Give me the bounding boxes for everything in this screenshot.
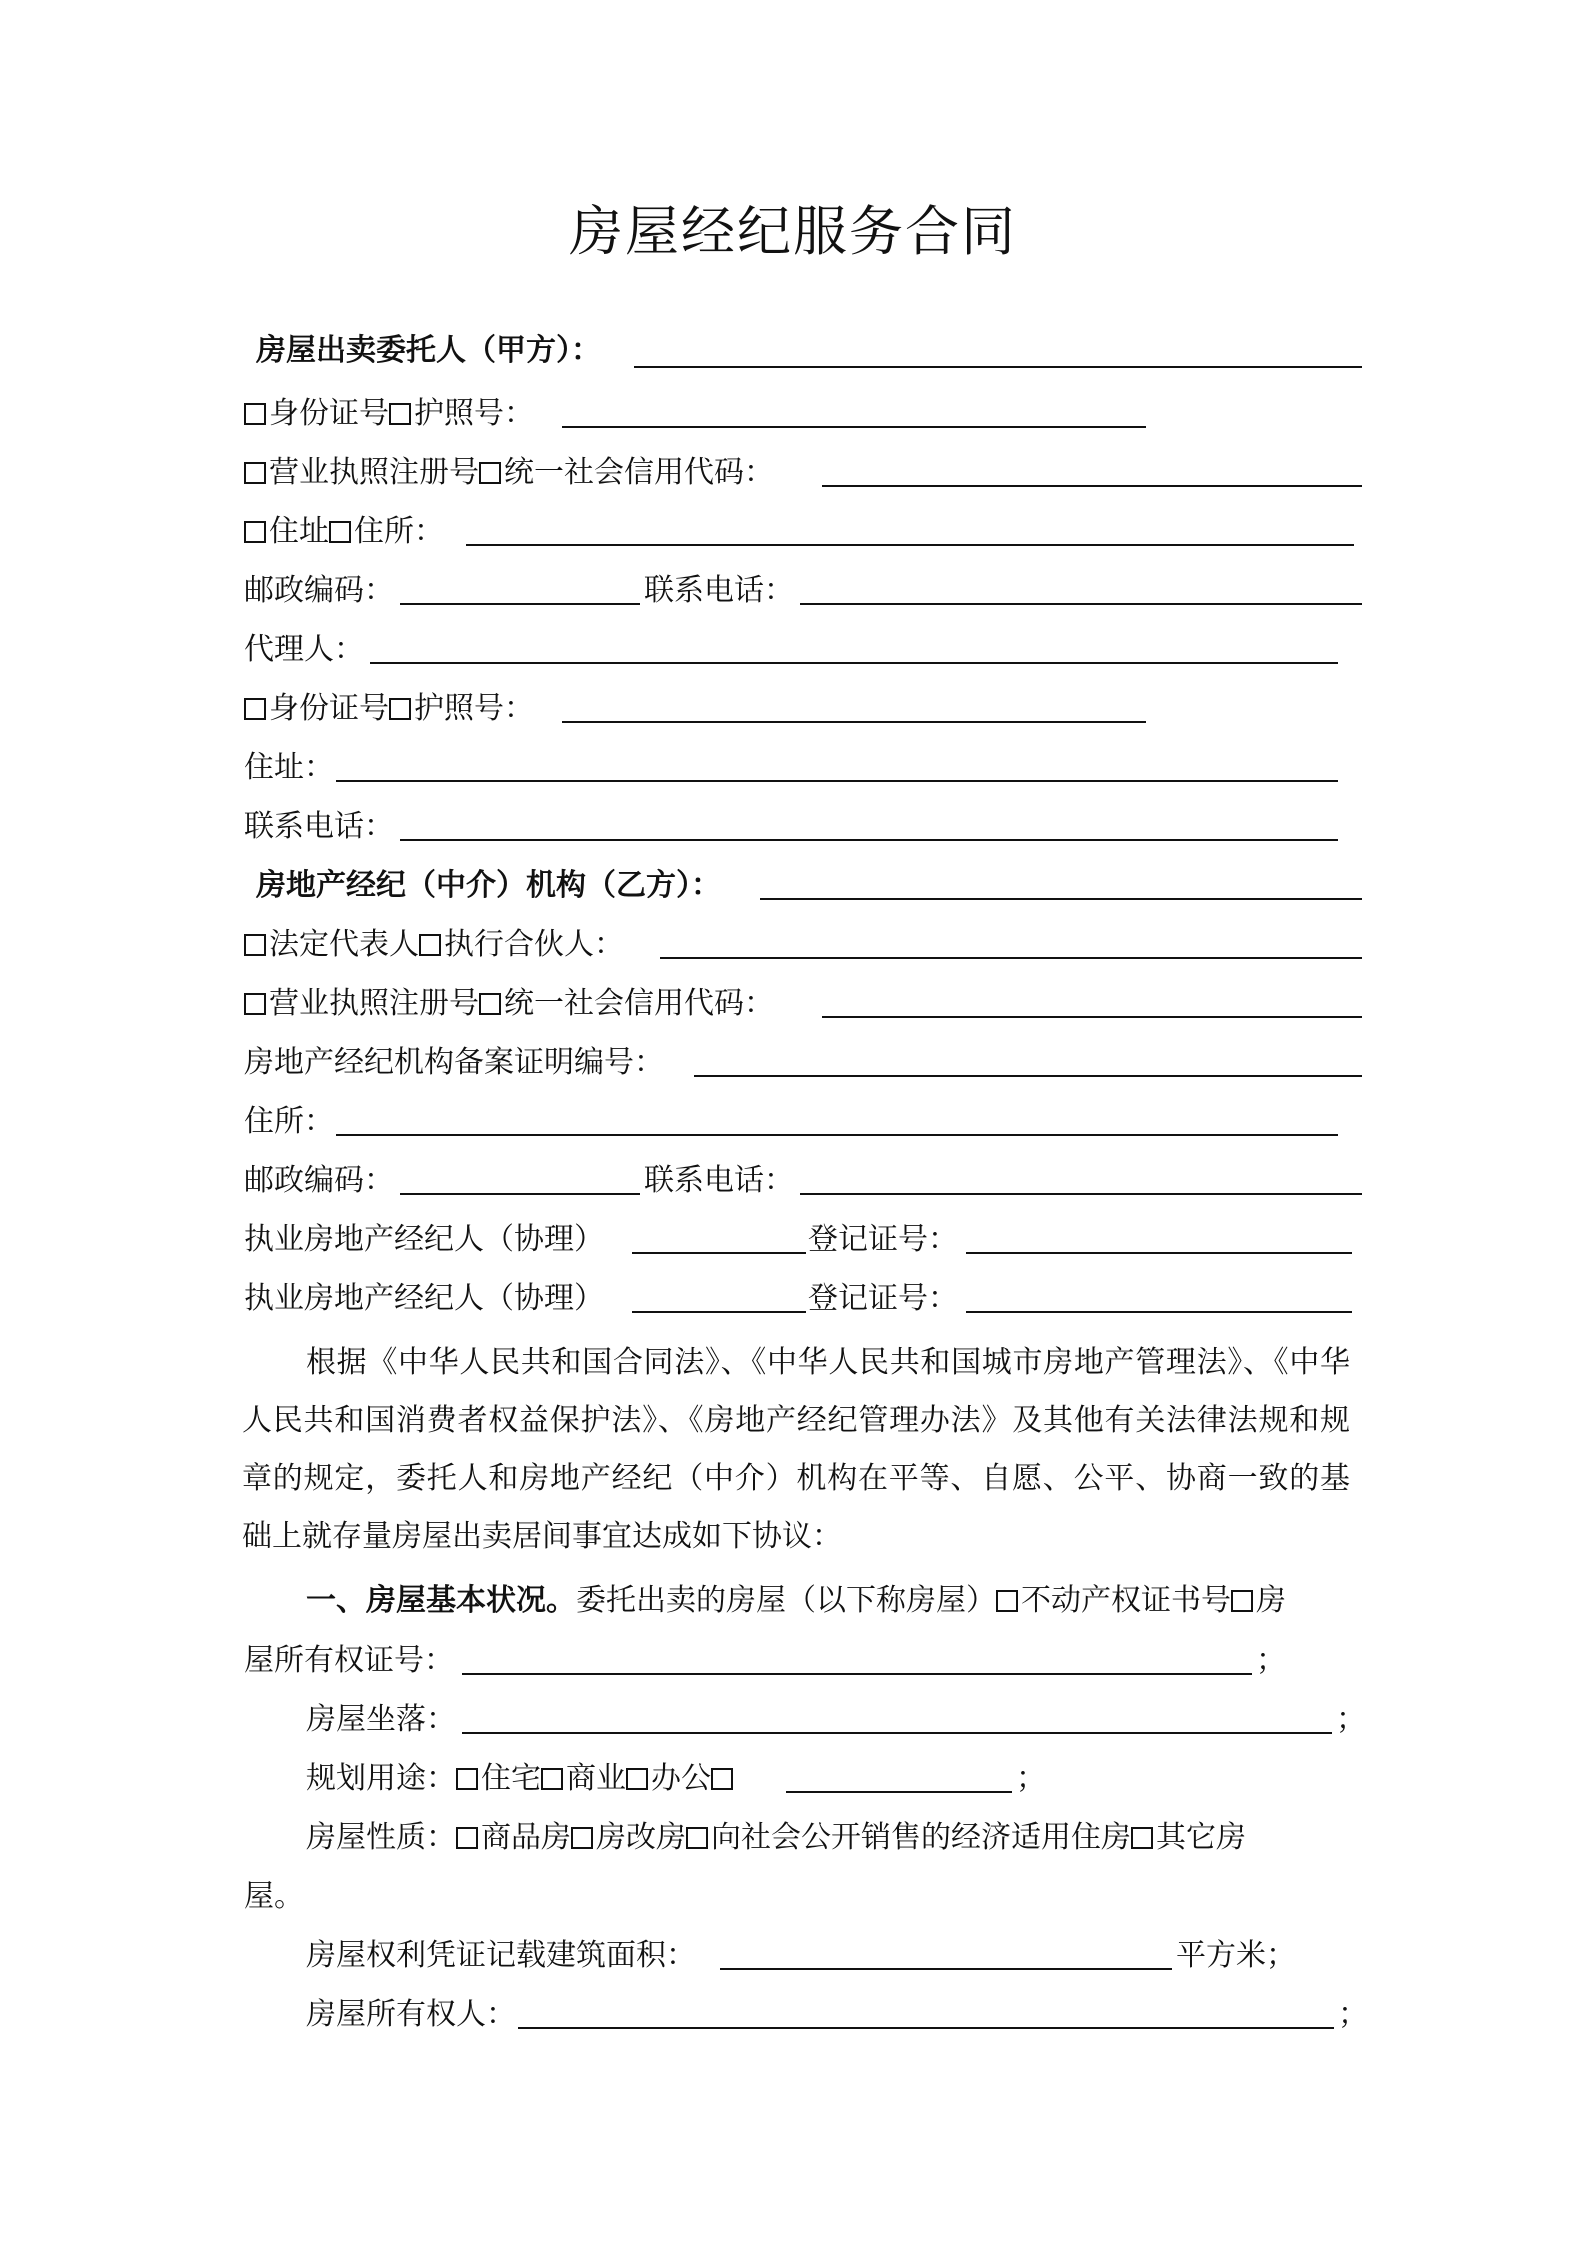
agent-name-field[interactable] bbox=[370, 662, 1338, 664]
b-credit-code-checkbox[interactable] bbox=[479, 993, 501, 1015]
party-b-phone-label: 联系电话： bbox=[644, 1163, 794, 1198]
agent-address-label: 住址： bbox=[244, 750, 334, 785]
usage-option-commercial: 商业 bbox=[566, 1761, 626, 1796]
b-biz-license-checkbox[interactable] bbox=[244, 993, 266, 1015]
area-label: 房屋权利凭证记载建筑面积： bbox=[306, 1938, 696, 1973]
broker2-label: 执业房地产经纪人（协理） bbox=[244, 1281, 604, 1316]
section1-row bbox=[306, 1580, 1286, 1622]
party-b-name-field[interactable] bbox=[760, 898, 1362, 900]
preamble-paragraph: 根据《中华人民共和国合同法》、《中华人民共和国城市房地产管理法》、《中华人民共和国消费者权益保护法》、《房地产经纪管理办法》及其他有关法律法规和规章的规定，委托人和房地产经纪（中介）机构在平等、自愿、公平、协商一致的基础上就存量房屋出卖居间事宜达成如下协议： bbox=[242, 1345, 1350, 1554]
nature-option-commercial: 商品房 bbox=[481, 1820, 571, 1855]
address-checkbox[interactable] bbox=[244, 521, 266, 543]
nature-option-other: 其它房 bbox=[1156, 1820, 1246, 1855]
broker2-reg-label: 登记证号： bbox=[808, 1281, 958, 1316]
usage-residential-checkbox[interactable] bbox=[456, 1768, 478, 1790]
area-unit: 平方米； bbox=[1176, 1938, 1296, 1973]
section1-intro: 委托出卖的房屋（以下称房屋） bbox=[576, 1583, 996, 1618]
party-b-phone-field[interactable] bbox=[800, 1193, 1362, 1195]
passport-label: 护照号： bbox=[414, 396, 534, 431]
party-b-postcode-field[interactable] bbox=[400, 1193, 640, 1195]
usage-row bbox=[306, 1758, 736, 1800]
section1-heading: 一、房屋基本状况。 bbox=[306, 1583, 576, 1618]
area-field[interactable] bbox=[720, 1968, 1172, 1970]
party-b-license-field[interactable] bbox=[822, 1016, 1362, 1018]
nature-option-reform: 房改房 bbox=[596, 1820, 686, 1855]
broker1-name-field[interactable] bbox=[632, 1252, 806, 1254]
credit-code-checkbox[interactable] bbox=[479, 462, 501, 484]
party-a-id-row bbox=[244, 393, 534, 435]
old-cert-checkbox[interactable] bbox=[1231, 1590, 1253, 1612]
semicolon-1: ； bbox=[1256, 1643, 1286, 1678]
agent-id-checkbox[interactable] bbox=[244, 698, 266, 720]
partner-checkbox[interactable] bbox=[419, 934, 441, 956]
broker1-reg-label: 登记证号： bbox=[808, 1222, 958, 1257]
nature-label: 房屋性质： bbox=[306, 1820, 456, 1855]
party-a-postcode-field[interactable] bbox=[400, 603, 640, 605]
party-b-postcode-label: 邮政编码： bbox=[244, 1163, 394, 1198]
biz-license-checkbox[interactable] bbox=[244, 462, 266, 484]
party-a-license-row bbox=[244, 452, 774, 494]
usage-label: 规划用途： bbox=[306, 1761, 456, 1796]
party-a-heading: 房屋出卖委托人（甲方）： bbox=[256, 333, 601, 368]
id-label: 身份证号 bbox=[269, 396, 389, 431]
agent-id-label: 身份证号 bbox=[269, 691, 389, 726]
party-b-residence-label: 住所： bbox=[244, 1104, 334, 1139]
b-biz-license-label: 营业执照注册号 bbox=[269, 986, 479, 1021]
document-title: 房屋经纪服务合同 bbox=[569, 200, 1017, 263]
usage-other-checkbox[interactable] bbox=[711, 1768, 733, 1790]
nature-row bbox=[306, 1817, 1246, 1859]
party-a-name-field[interactable] bbox=[634, 366, 1362, 368]
party-a-id-field[interactable] bbox=[562, 426, 1146, 428]
passport-checkbox[interactable] bbox=[389, 403, 411, 425]
broker2-reg-field[interactable] bbox=[966, 1311, 1352, 1313]
agent-passport-label: 护照号： bbox=[414, 691, 534, 726]
residence-label: 住所： bbox=[354, 514, 444, 549]
party-b-residence-field[interactable] bbox=[336, 1134, 1338, 1136]
nature-reform-checkbox[interactable] bbox=[571, 1827, 593, 1849]
agent-label: 代理人： bbox=[244, 632, 364, 667]
agent-passport-checkbox[interactable] bbox=[389, 698, 411, 720]
broker2-name-field[interactable] bbox=[632, 1311, 806, 1313]
record-no-label: 房地产经纪机构备案证明编号： bbox=[244, 1045, 664, 1080]
location-label: 房屋坐落： bbox=[306, 1702, 456, 1737]
record-no-field[interactable] bbox=[694, 1075, 1362, 1077]
usage-office-checkbox[interactable] bbox=[626, 1768, 648, 1790]
party-a-address-row bbox=[244, 511, 444, 553]
cert-checkbox[interactable] bbox=[996, 1590, 1018, 1612]
usage-commercial-checkbox[interactable] bbox=[541, 1768, 563, 1790]
credit-code-label: 统一社会信用代码： bbox=[504, 455, 774, 490]
party-a-address-field[interactable] bbox=[466, 544, 1354, 546]
semicolon-3: ； bbox=[1016, 1761, 1046, 1796]
party-a-phone-field[interactable] bbox=[800, 603, 1362, 605]
party-b-rep-row bbox=[244, 924, 624, 966]
broker1-reg-field[interactable] bbox=[966, 1252, 1352, 1254]
agent-id-row bbox=[244, 688, 534, 730]
address-label: 住址 bbox=[269, 514, 329, 549]
id-checkbox[interactable] bbox=[244, 403, 266, 425]
legal-rep-label: 法定代表人 bbox=[269, 927, 419, 962]
agent-address-field[interactable] bbox=[336, 780, 1338, 782]
agent-phone-label: 联系电话： bbox=[244, 809, 394, 844]
legal-rep-checkbox[interactable] bbox=[244, 934, 266, 956]
cert-label: 不动产权证书号 bbox=[1021, 1583, 1231, 1618]
nature-other-checkbox[interactable] bbox=[1131, 1827, 1153, 1849]
party-a-license-field[interactable] bbox=[822, 485, 1362, 487]
nature-commercial-checkbox[interactable] bbox=[456, 1827, 478, 1849]
b-credit-code-label: 统一社会信用代码： bbox=[504, 986, 774, 1021]
party-a-phone-label: 联系电话： bbox=[644, 573, 794, 608]
old-cert-label-1: 房 bbox=[1256, 1583, 1286, 1618]
party-b-rep-field[interactable] bbox=[660, 957, 1362, 959]
owner-label: 房屋所有权人： bbox=[306, 1997, 516, 2032]
nature-affordable-checkbox[interactable] bbox=[686, 1827, 708, 1849]
old-cert-label-2: 屋所有权证号： bbox=[244, 1643, 454, 1678]
usage-option-office: 办公 bbox=[651, 1761, 711, 1796]
agent-id-field[interactable] bbox=[562, 721, 1146, 723]
usage-other-field[interactable] bbox=[786, 1791, 1012, 1793]
biz-license-label: 营业执照注册号 bbox=[269, 455, 479, 490]
party-b-license-row bbox=[244, 983, 774, 1025]
party-b-heading: 房地产经纪（中介）机构（乙方）： bbox=[256, 868, 721, 903]
residence-checkbox[interactable] bbox=[329, 521, 351, 543]
semicolon-2: ； bbox=[1336, 1702, 1366, 1737]
usage-option-residential: 住宅 bbox=[481, 1761, 541, 1796]
nature-tail: 屋。 bbox=[244, 1879, 304, 1914]
agent-phone-field[interactable] bbox=[400, 839, 1338, 841]
broker1-label: 执业房地产经纪人（协理） bbox=[244, 1222, 604, 1257]
semicolon-4: ； bbox=[1338, 1997, 1368, 2032]
owner-field[interactable] bbox=[518, 2027, 1334, 2029]
nature-option-affordable: 向社会公开销售的经济适用住房 bbox=[711, 1820, 1131, 1855]
partner-label: 执行合伙人： bbox=[444, 927, 624, 962]
location-field[interactable] bbox=[462, 1732, 1332, 1734]
cert-number-field[interactable] bbox=[462, 1673, 1252, 1675]
party-a-postcode-label: 邮政编码： bbox=[244, 573, 394, 608]
